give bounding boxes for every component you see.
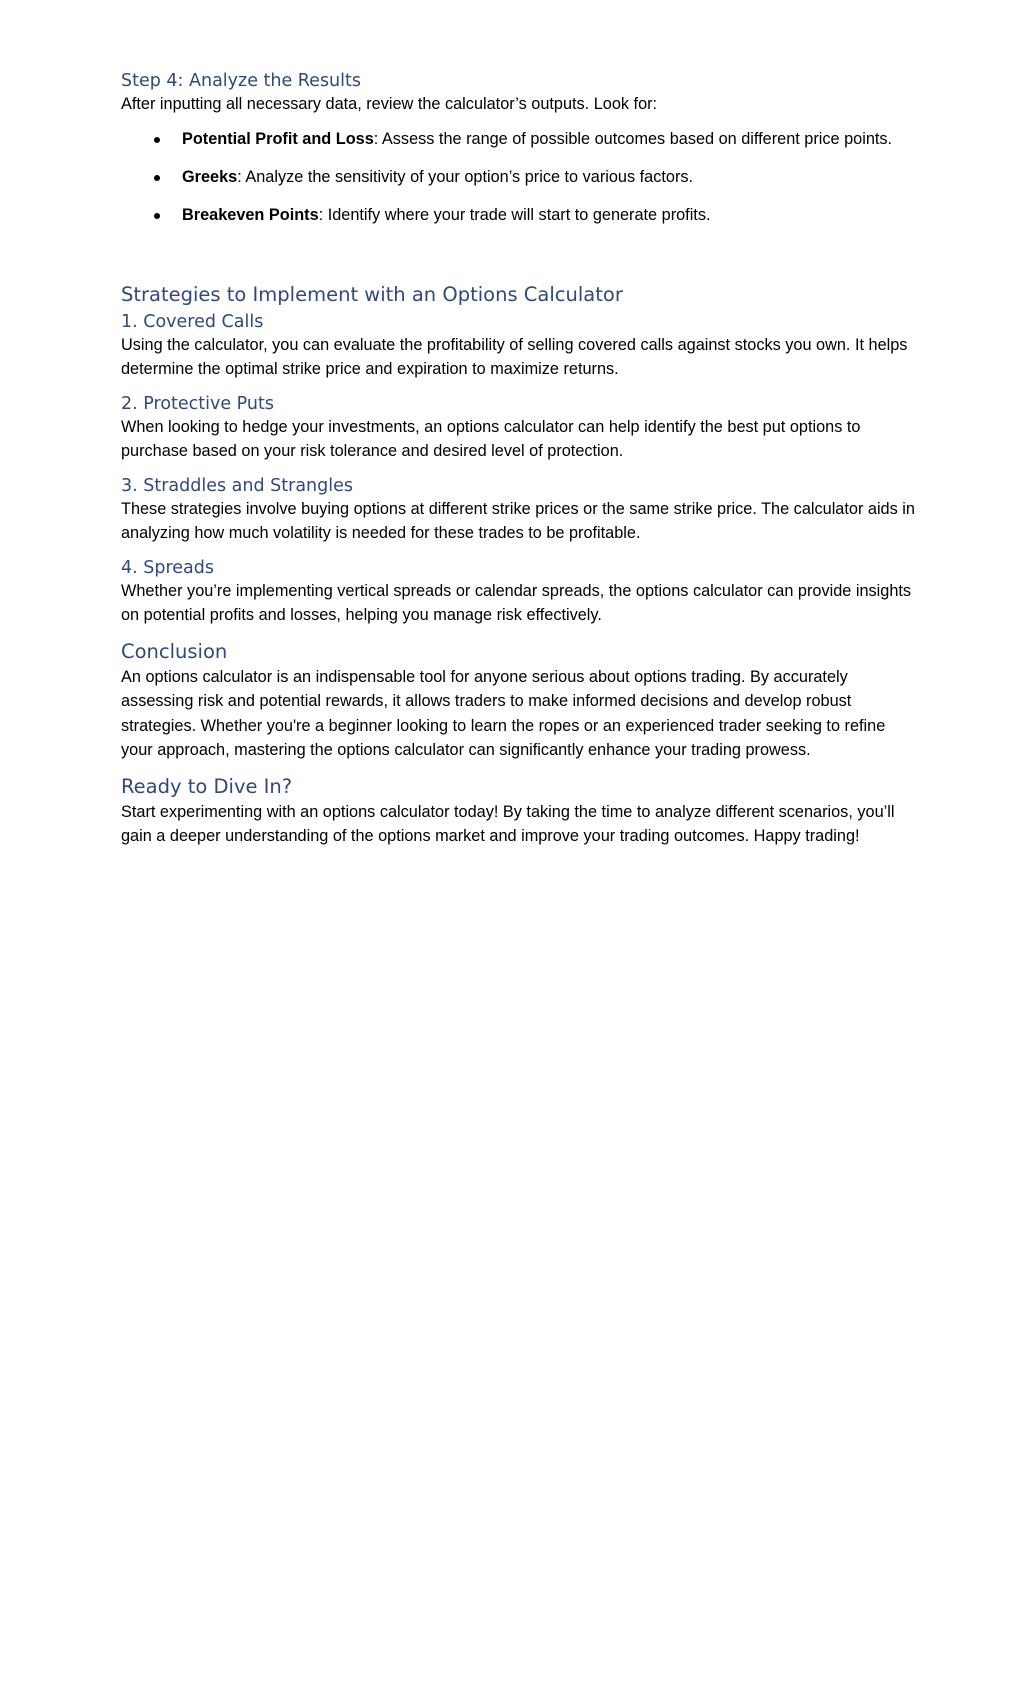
strategy-body-straddles: These strategies involve buying options at different strike prices or the same strike price. The calculator aids in analyzing how much volatility is needed for these trades to be profitable. [121,499,915,542]
bullet-icon [154,137,160,143]
strategy-heading-covered-calls: 1. Covered Calls [121,311,264,332]
list-item [121,165,921,189]
conclusion-heading: Conclusion [121,639,228,663]
step4-heading: Step 4: Analyze the Results [121,71,361,91]
bullet-icon [154,213,160,219]
list-item [121,127,921,151]
strategy-heading-straddles: 3. Straddles and Strangles [121,475,353,496]
ready-heading: Ready to Dive In? [121,774,293,798]
strategy-body-spreads: Whether you’re implementing vertical spreads or calendar spreads, the options calculator can provide insights on potential profits and losses, helping you manage risk effectively. [121,581,912,624]
ready-body: Start experimenting with an options calculator today! By taking the time to analyze different scenarios, you’ll gain a deeper understanding of the options market and improve your trading outcomes. Happy trading! [121,802,895,845]
results-list [121,127,921,227]
strategy-heading-spreads: 4. Spreads [121,557,215,578]
document-page [121,70,921,849]
list-item-term: Potential Profit and Loss [182,129,374,148]
bullet-icon [154,175,160,181]
list-item [121,203,921,227]
list-item-term: Greeks [182,167,238,186]
list-item-text: : Identify where your trade will start to generate profits. [318,205,711,224]
step4-intro: After inputting all necessary data, review the calculator’s outputs. Look for: [121,95,658,113]
conclusion-body: An options calculator is an indispensable tool for anyone serious about options trading. By accurately assessing risk and potential rewards, it allows traders to make informed decisions and develop robust strategies. Whether you're a beginner looking to learn the ropes or an experienced trader seeking to refine your approach, mastering the options calculator can significantly enhance your trading prowess. [121,667,886,759]
list-item-term: Breakeven Points [182,205,319,224]
strategy-body-protective-puts: When looking to hedge your investments, an options calculator can help identify the best put options to purchase based on your risk tolerance and desired level of protection. [121,417,861,460]
strategy-body-covered-calls: Using the calculator, you can evaluate the profitability of selling covered calls against stocks you own. It helps determine the optimal strike price and expiration to maximize returns. [121,335,908,378]
strategy-heading-protective-puts: 2. Protective Puts [121,393,274,414]
list-item-text: : Analyze the sensitivity of your option’s price to various factors. [237,167,694,186]
list-item-text: : Assess the range of possible outcomes based on different price points. [373,129,893,148]
strategies-heading: Strategies to Implement with an Options Calculator [121,282,623,306]
